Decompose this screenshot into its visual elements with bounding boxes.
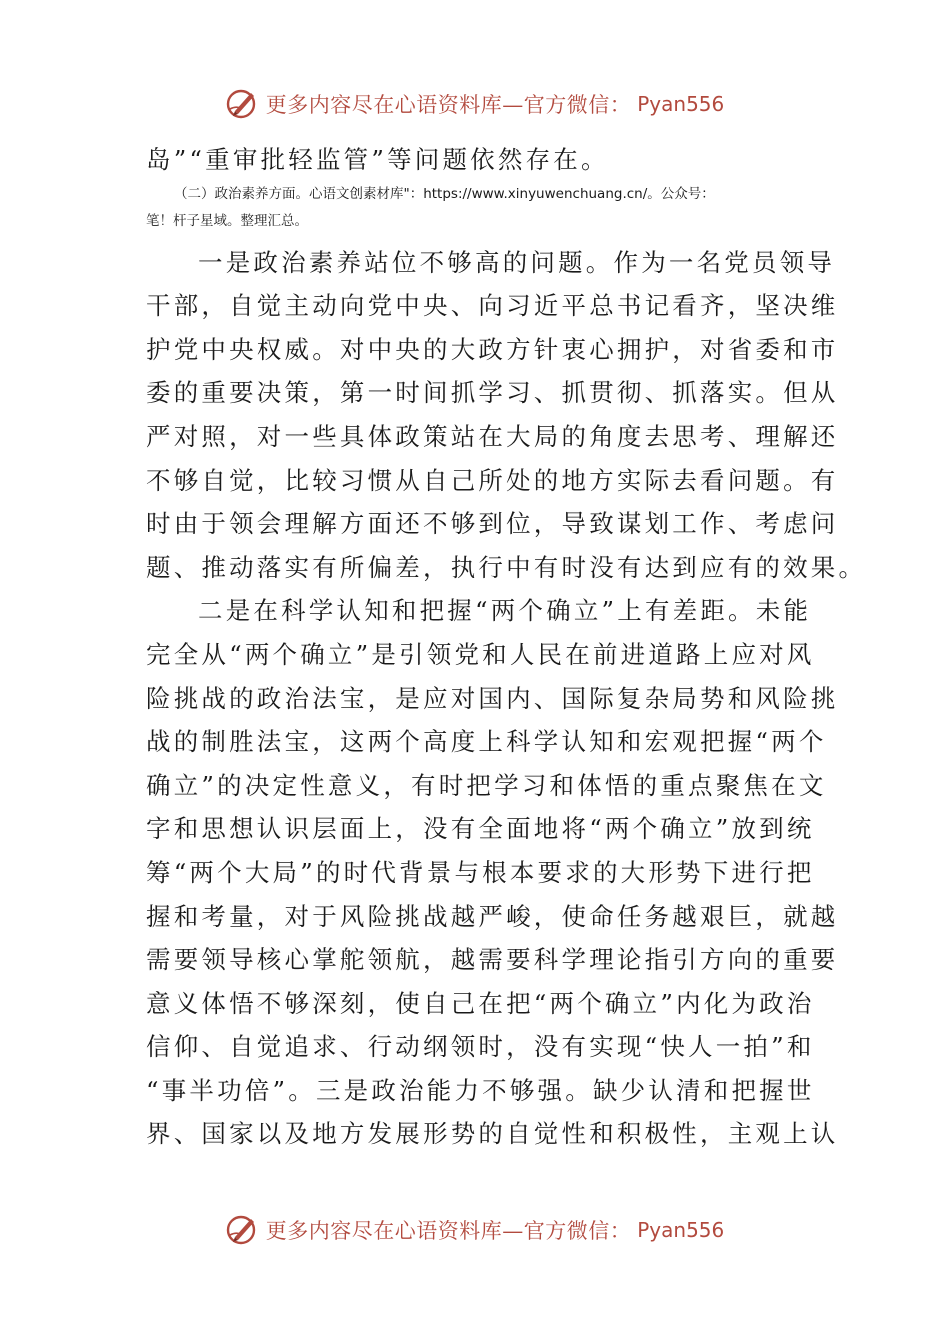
text-line: “事半功倍”。三是政治能力不够强。缺少认清和把握世 (146, 1075, 815, 1105)
document-body (146, 138, 867, 1156)
text-line: 险挑战的政治法宝，是应对国内、国际复杂局势和风险挑 (146, 683, 839, 713)
text-line: 岛”“重审批轻监管”等问题依然存在。 (146, 145, 609, 174)
pen-logo-icon (226, 87, 260, 121)
banner-wechat-id: Pyan556 (637, 1218, 725, 1242)
text-line: 题、推动落实有所偏差，执行中有时没有达到应有的效果。 (146, 552, 867, 582)
text-line: 需要领导核心掌舵领航，越需要科学理论指引方向的重要 (146, 945, 839, 975)
text-line: 界、国家以及地方发展形势的自觉性和积极性，主观上认 (146, 1119, 839, 1149)
text-line: 不够自觉，比较习惯从自己所处的地方实际去看问题。有 (146, 465, 839, 495)
paragraph-start: 一是政治素养站位不够高的问题。作为一名党员领导 (198, 247, 836, 277)
text-line: 意义体悟不够深刻，使自己在把“两个确立”内化为政治 (146, 988, 815, 1018)
text-line: 严对照，对一些具体政策站在大局的角度去思考、理解还 (146, 421, 839, 451)
text-line: 筹“两个大局”的时代背景与根本要求的大形势下进行把 (146, 857, 815, 887)
text-line: 字和思想认识层面上，没有全面地将“两个确立”放到统 (146, 814, 815, 844)
banner-text: 更多内容尽在心语资料库—官方微信： (265, 1219, 632, 1243)
text-line: 信仰、自觉追求、行动纲领时，没有实现“快人一拍”和 (146, 1032, 815, 1062)
pen-logo-icon (226, 1213, 260, 1247)
header-banner (0, 84, 950, 124)
text-line: 确立”的决定性意义，有时把学习和体悟的重点聚焦在文 (146, 770, 827, 800)
text-line: 时由于领会理解方面还不够到位，导致谋划工作、考虑问 (146, 509, 839, 539)
text-line: 握和考量，对于风险挑战越严峻，使命任务越艰巨，就越 (146, 901, 839, 931)
footer-banner (0, 1210, 950, 1250)
text-line: 委的重要决策，第一时间抓学习、抓贯彻、抓落实。但从 (146, 378, 839, 408)
source-note: （二）政治素养方面。心语文创素材库"：https://www.xinyuwenchuang.cn/。公众号： (174, 185, 715, 202)
text-line: 战的制胜法宝，这两个高度上科学认知和宏观把握“两个 (146, 727, 827, 757)
text-line: 护党中央权威。对中央的大政方针衷心拥护，对省委和市 (146, 334, 839, 364)
text-line: 完全从“两个确立”是引领党和人民在前进道路上应对风 (146, 639, 815, 669)
banner-text: 更多内容尽在心语资料库—官方微信： (265, 93, 632, 117)
paragraph-start: 二是在科学认知和把握“两个确立”上有差距。未能 (198, 596, 812, 626)
text-line: 干部，自觉主动向党中央、向习近平总书记看齐，坚决维 (146, 291, 839, 321)
banner-wechat-id: Pyan556 (637, 92, 725, 116)
source-note: 笔！杆子星域。整理汇总。 (146, 212, 308, 229)
